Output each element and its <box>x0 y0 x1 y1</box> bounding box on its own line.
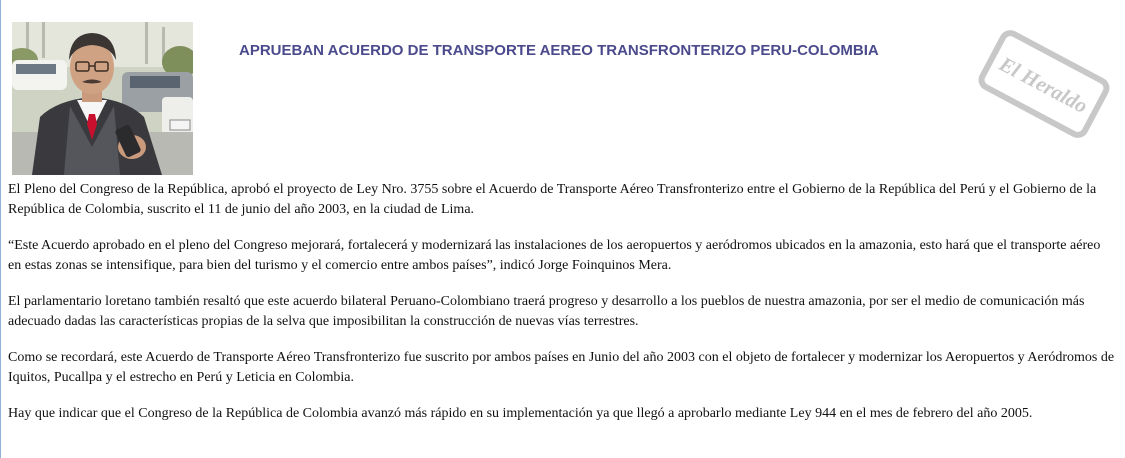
article-headline: APRUEBAN ACUERDO DE TRANSPORTE AEREO TRANSFRONTERIZO PERU-COLOMBIA <box>239 42 879 59</box>
article-body <box>8 180 1116 441</box>
el-heraldo-watermark <box>969 22 1119 147</box>
article-paragraph: El Pleno del Congreso de la República, aprobó el proyecto de Ley Nro. 3755 sobre el Acuerdo de Transporte Aéreo Transfronterizo entre el Gobierno de la República del Perú y el Gobierno de la República de Colombia, suscrito el 11 de junio del año 2003, en la ciudad de Lima. <box>8 182 1097 217</box>
photo-illustration <box>12 22 193 175</box>
congressman-photo <box>12 22 193 175</box>
article-paragraph: “Este Acuerdo aprobado en el pleno del Congreso mejorará, fortalecerá y modernizará las instalaciones de los aeropuertos y aeródromos ubicados en la amazonia, esto hará que el transporte aéreo en estas zonas se intensifique, para bien del turismo y el comercio entre ambos países”, indicó Jorge Foinquinos Mera. <box>8 238 1101 273</box>
article-paragraph: Hay que indicar que el Congreso de la República de Colombia avanzó más rápido en su implementación ya que llegó a aprobarlo mediante Ley 944 en el mes de febrero del año 2005. <box>8 406 1033 421</box>
article-paragraph: El parlamentario loretano también resaltó que este acuerdo bilateral Peruano-Colombiano traerá progreso y desarrollo a los pueblos de nuestra amazonia, por ser el medio de comunicación más adecuado dadas las características propias de la selva que imposibilitan la construcción de nuevas vías terrestres. <box>8 294 1085 329</box>
watermark-text: El Heraldo <box>995 51 1092 119</box>
watermark-stamp <box>969 22 1119 147</box>
article-paragraph: Como se recordará, este Acuerdo de Transporte Aéreo Transfronterizo fue suscrito por ambos países en Junio del año 2003 con el objeto de fortalecer y modernizar los Aeropuertos y Aeródromos de Iquitos, Pucallpa y el estrecho en Perú y Leticia en Colombia. <box>8 350 1115 385</box>
